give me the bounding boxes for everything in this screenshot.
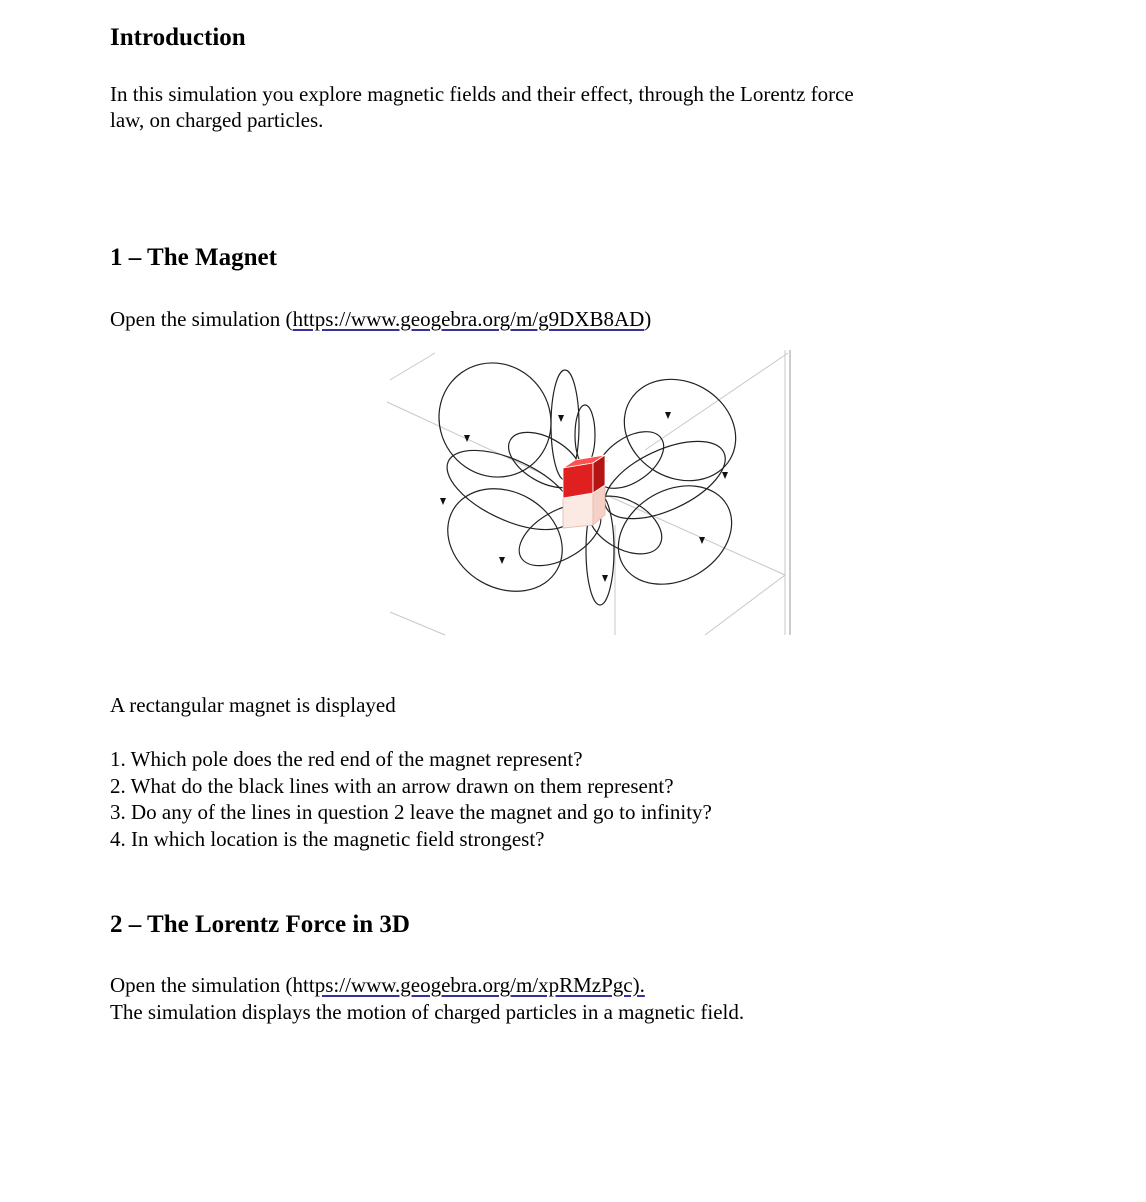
open-prefix: Open the simulation ( [110,307,293,331]
question-2: 2. What do the black lines with an arrow drawn on them represent? [110,773,674,798]
section2-open-simulation [110,972,645,999]
magnet-north-front [563,463,593,498]
magnet-south-front [563,493,593,528]
open-prefix: Open the simulation (htt [110,973,315,997]
arrow [440,498,446,505]
field-line [606,359,754,500]
magnet-caption: A rectangular magnet is displayed [110,693,396,717]
field-line [593,425,736,534]
section2-heading: 2 – The Lorentz Force in 3D [110,911,410,938]
arrow [558,415,564,422]
question-4: 4. In which location is the magnetic field strongest? [110,826,545,851]
question-3: 3. Do any of the lines in question 2 leave the magnet and go to infinity? [110,800,712,824]
arrow [722,472,728,479]
question-1: 1. Which pole does the red end of the magnet represent? [110,747,583,771]
field-line [417,350,574,499]
section1-open-simulation [110,306,651,333]
section1-heading: 1 – The Magnet [110,244,277,271]
arrow [699,537,705,544]
arrow [602,575,608,582]
magnet-field-lines-diagram [385,350,795,640]
magnet-simulation-link[interactable]: https://www.geogebra.org/m/g9DXB8AD [292,307,645,331]
intro-text-line-1: In this simulation you explore magnetic fields and their effect, through the Lorentz force [110,82,854,106]
arrow [665,412,671,419]
intro-heading: Introduction [110,24,246,51]
section2-description: The simulation displays the motion of charged particles in a magnetic field. [110,1000,745,1024]
field-line [429,468,581,611]
arrow [499,557,505,564]
open-suffix: ) [644,307,652,331]
field-line [575,405,595,465]
magnet-cube [563,455,605,528]
question-list [110,746,712,852]
lorentz-simulation-link[interactable]: ps://www.geogebra.org/m/xpRMzPgc). [314,973,645,997]
intro-text-line-2: law, on charged particles. [110,108,324,132]
